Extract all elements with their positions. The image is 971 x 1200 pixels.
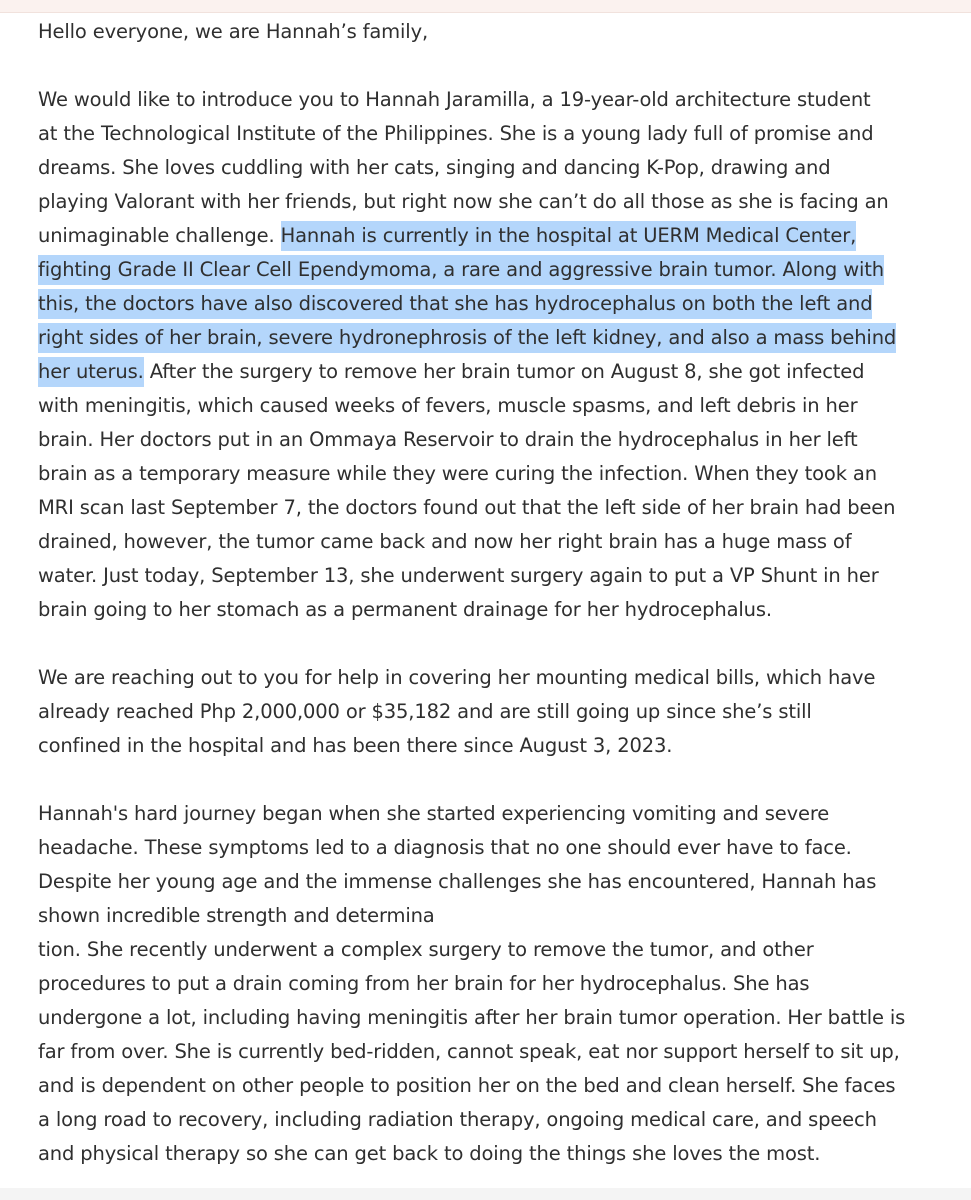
- bottom-edge-strip: [0, 1188, 971, 1200]
- text-line: [38, 253, 943, 287]
- text-line: procedures to put a drain coming from her brain for her hydrocephalus. She has: [38, 972, 810, 995]
- text-line: Despite her young age and the immense challenges she has encountered, Hannah has: [38, 870, 877, 893]
- paragraph-gap: [38, 627, 943, 661]
- greeting-line: Hello everyone, we are Hannah’s family,: [38, 20, 429, 43]
- text-line: shown incredible strength and determina: [38, 904, 435, 927]
- text-line: [38, 355, 943, 389]
- text-line: with meningitis, which caused weeks of fevers, muscle spasms, and left debris in her: [38, 394, 858, 417]
- text-line: headache. These symptoms led to a diagnosis that no one should ever have to face.: [38, 836, 852, 859]
- text-line: dreams. She loves cuddling with her cats, singing and dancing K-Pop, drawing and: [38, 156, 831, 179]
- paragraph-gap: [38, 763, 943, 797]
- selected-text[interactable]: Hannah is currently in the hospital at UERM Medical Center,: [281, 221, 857, 251]
- selected-text[interactable]: her uterus.: [38, 357, 144, 387]
- text-line: [38, 219, 943, 253]
- text-line: brain as a temporary measure while they were curing the infection. When they took an: [38, 462, 877, 485]
- text-line: far from over. She is currently bed-ridden, cannot speak, eat nor support herself to sit up,: [38, 1040, 900, 1063]
- text-line: water. Just today, September 13, she underwent surgery again to put a VP Shunt in her: [38, 564, 879, 587]
- journey-paragraph: [38, 797, 943, 1171]
- text-line: undergone a lot, including having meningitis after her brain tumor operation. Her battle is: [38, 1006, 906, 1029]
- text-line: [38, 287, 943, 321]
- top-edge-strip: [0, 0, 971, 13]
- selected-text[interactable]: right sides of her brain, severe hydronephrosis of the left kidney, and also a mass behind: [38, 323, 896, 353]
- greeting-paragraph: [38, 15, 943, 49]
- text-line: already reached Php 2,000,000 or $35,182 and are still going up since she’s still: [38, 700, 812, 723]
- text-line: at the Technological Institute of the Philippines. She is a young lady full of promise and: [38, 122, 874, 145]
- text-line: a long road to recovery, including radiation therapy, ongoing medical care, and speech: [38, 1108, 877, 1131]
- appeal-paragraph: [38, 661, 943, 763]
- text-line: drained, however, the tumor came back and now her right brain has a huge mass of: [38, 530, 852, 553]
- story-text: [38, 15, 943, 1171]
- text-line: and physical therapy so she can get back to doing the things she loves the most.: [38, 1142, 821, 1165]
- text-line: We are reaching out to you for help in covering her mounting medical bills, which have: [38, 666, 876, 689]
- text-line: MRI scan last September 7, the doctors found out that the left side of her brain had been: [38, 496, 896, 519]
- text-segment: After the surgery to remove her brain tumor on August 8, she got infected: [143, 360, 865, 383]
- text-line: brain going to her stomach as a permanent drainage for her hydrocephalus.: [38, 598, 772, 621]
- text-line: playing Valorant with her friends, but right now she can’t do all those as she is facing an: [38, 190, 889, 213]
- selected-text[interactable]: fighting Grade II Clear Cell Ependymoma, a rare and aggressive brain tumor. Along with: [38, 255, 884, 285]
- text-line: tion. She recently underwent a complex surgery to remove the tumor, and other: [38, 938, 814, 961]
- text-line: We would like to introduce you to Hannah Jaramilla, a 19-year-old architecture student: [38, 88, 871, 111]
- text-line: Hannah's hard journey began when she started experiencing vomiting and severe: [38, 802, 830, 825]
- intro-paragraph: [38, 83, 943, 627]
- text-line: brain. Her doctors put in an Ommaya Reservoir to drain the hydrocephalus in her left: [38, 428, 858, 451]
- text-segment: unimaginable challenge.: [38, 224, 281, 247]
- paragraph-gap: [38, 49, 943, 83]
- text-line: [38, 321, 943, 355]
- text-line: confined in the hospital and has been there since August 3, 2023.: [38, 734, 673, 757]
- selected-text[interactable]: this, the doctors have also discovered that she has hydrocephalus on both the left and: [38, 289, 872, 319]
- text-line: and is dependent on other people to position her on the bed and clean herself. She faces: [38, 1074, 896, 1097]
